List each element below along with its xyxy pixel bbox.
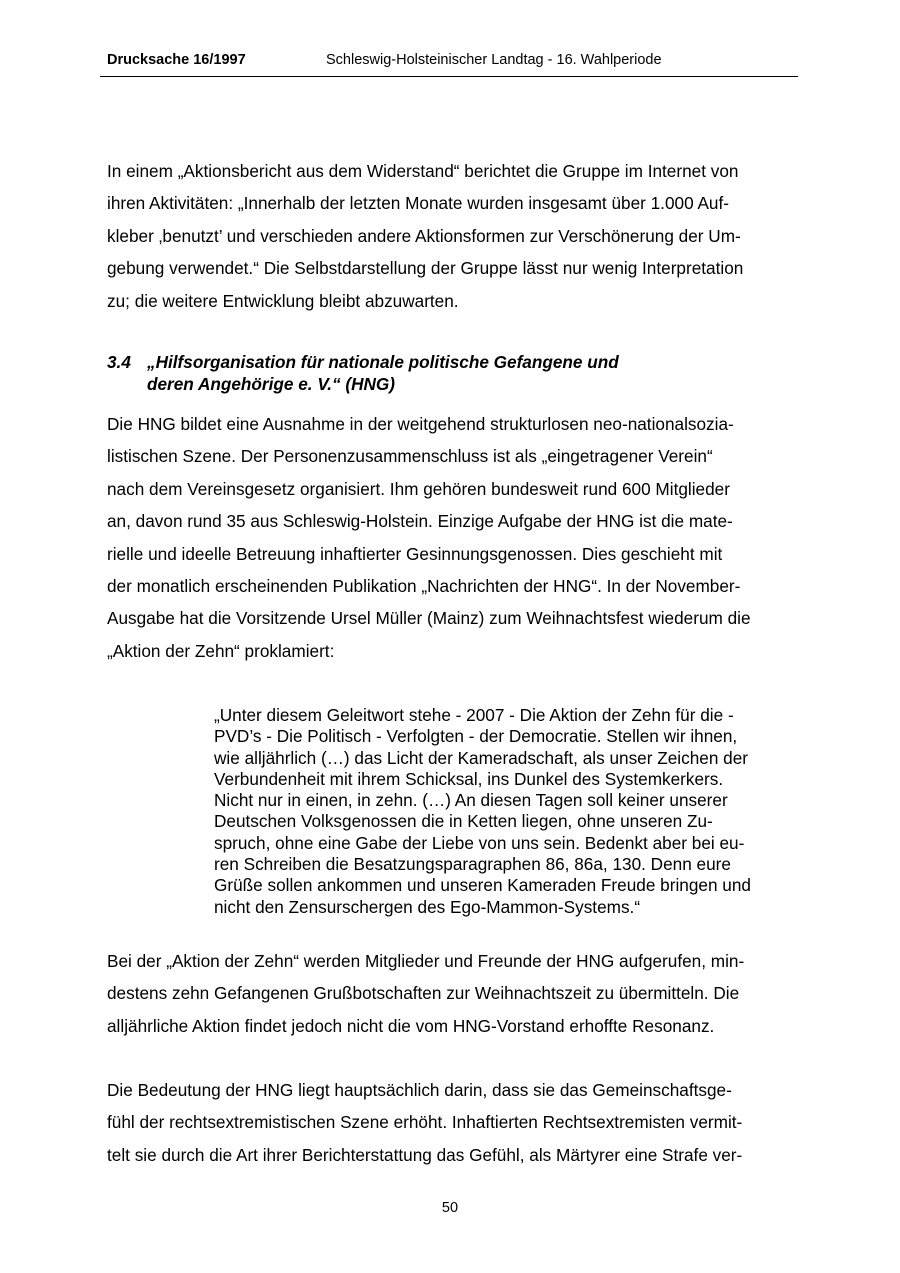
- text-line: ihren Aktivitäten: „Innerhalb der letzten Monate wurden insgesamt über 1.000 Auf-: [107, 193, 729, 214]
- text-line: Ausgabe hat die Vorsitzende Ursel Müller (Mainz) zum Weihnachtsfest wiederum die: [107, 608, 751, 629]
- quote-line: wie alljährlich (…) das Licht der Kameradschaft, als unser Zeichen der: [214, 747, 749, 768]
- paragraph-2: [107, 408, 797, 667]
- text-line: listischen Szene. Der Personenzusammenschluss ist als „eingetragener Verein“: [107, 446, 713, 467]
- text-line: gebung verwendet.“ Die Selbstdarstellung der Gruppe lässt nur wenig Interpretation: [107, 258, 744, 279]
- text-line: alljährliche Aktion findet jedoch nicht die vom HNG-Vorstand erhoffte Resonanz.: [107, 1015, 715, 1036]
- text-line: Die HNG bildet eine Ausnahme in der weitgehend strukturlosen neo-nationalsozia-: [107, 414, 734, 434]
- page-number: 50: [441, 1200, 459, 1216]
- text-line: zu; die weitere Entwicklung bleibt abzuwarten.: [107, 290, 459, 311]
- quote-line: Nicht nur in einen, in zehn. (…) An diesen Tagen soll keiner unserer: [214, 790, 728, 811]
- quote-line: PVD’s - Die Politisch - Verfolgten - der Democratie. Stellen wir ihnen,: [214, 726, 738, 747]
- quote-line: ren Schreiben die Besatzungsparagraphen 86, 86a, 130. Denn eure: [214, 854, 731, 875]
- doc-number: Drucksache 16/1997: [107, 52, 246, 68]
- text-line: der monatlich erscheinenden Publikation „Nachrichten der HNG“. In der November-: [107, 576, 741, 597]
- section-heading: [107, 351, 797, 395]
- text-line: kleber ‚benutzt’ und verschieden andere Aktionsformen zur Verschönerung der Um-: [107, 225, 741, 246]
- text-line: an, davon rund 35 aus Schleswig-Holstein. Einzige Aufgabe der HNG ist die mate-: [107, 511, 733, 532]
- text-line: destens zehn Gefangenen Grußbotschaften zur Weihnachtszeit zu übermitteln. Die: [107, 983, 740, 1004]
- quote-line: Verbundenheit mit ihrem Schicksal, ins Dunkel des Systemkerkers.: [214, 768, 724, 789]
- text-line: fühl der rechtsextremistischen Szene erhöht. Inhaftierten Rechtsextremisten vermit-: [107, 1112, 743, 1133]
- paragraph-3: [107, 945, 797, 1042]
- section-title-line-2: deren Angehörige e. V.“ (HNG): [147, 374, 395, 394]
- text-line: „Aktion der Zehn“ proklamiert:: [107, 640, 335, 661]
- text-line: Die Bedeutung der HNG liegt hauptsächlich darin, dass sie das Gemeinschaftsge-: [107, 1080, 732, 1100]
- section-title-line-1: „Hilfsorganisation für nationale politische Gefangene und: [147, 352, 619, 372]
- quote-line: nicht den Zensurschergen des Ego-Mammon-Systems.“: [214, 896, 641, 917]
- paragraph-4: [107, 1074, 797, 1171]
- text-line: rielle und ideelle Betreuung inhaftierter Gesinnungsgenossen. Dies geschieht mit: [107, 543, 723, 564]
- block-quote: [214, 705, 794, 918]
- quote-line: „Unter diesem Geleitwort stehe - 2007 - Die Aktion der Zehn für die -: [214, 705, 734, 725]
- section-number: 3.4: [107, 352, 131, 372]
- text-line: telt sie durch die Art ihrer Berichterstattung das Gefühl, als Märtyrer eine Strafe ver-: [107, 1144, 743, 1165]
- header-title: Schleswig-Holsteinischer Landtag - 16. Wahlperiode: [326, 52, 662, 68]
- page-header: [100, 52, 798, 77]
- paragraph-1: [107, 155, 797, 317]
- text-line: nach dem Vereinsgesetz organisiert. Ihm gehören bundesweit rund 600 Mitglieder: [107, 478, 730, 499]
- text-line: Bei der „Aktion der Zehn“ werden Mitglieder und Freunde der HNG aufgerufen, min-: [107, 951, 745, 971]
- quote-line: spruch, ohne eine Gabe der Liebe von uns sein. Bedenkt aber bei eu-: [214, 832, 745, 853]
- quote-line: Grüße sollen ankommen und unseren Kameraden Freude bringen und: [214, 875, 751, 896]
- text-line: In einem „Aktionsbericht aus dem Widerstand“ berichtet die Gruppe im Internet von: [107, 161, 739, 181]
- quote-line: Deutschen Volksgenossen die in Ketten liegen, ohne unseren Zu-: [214, 811, 713, 832]
